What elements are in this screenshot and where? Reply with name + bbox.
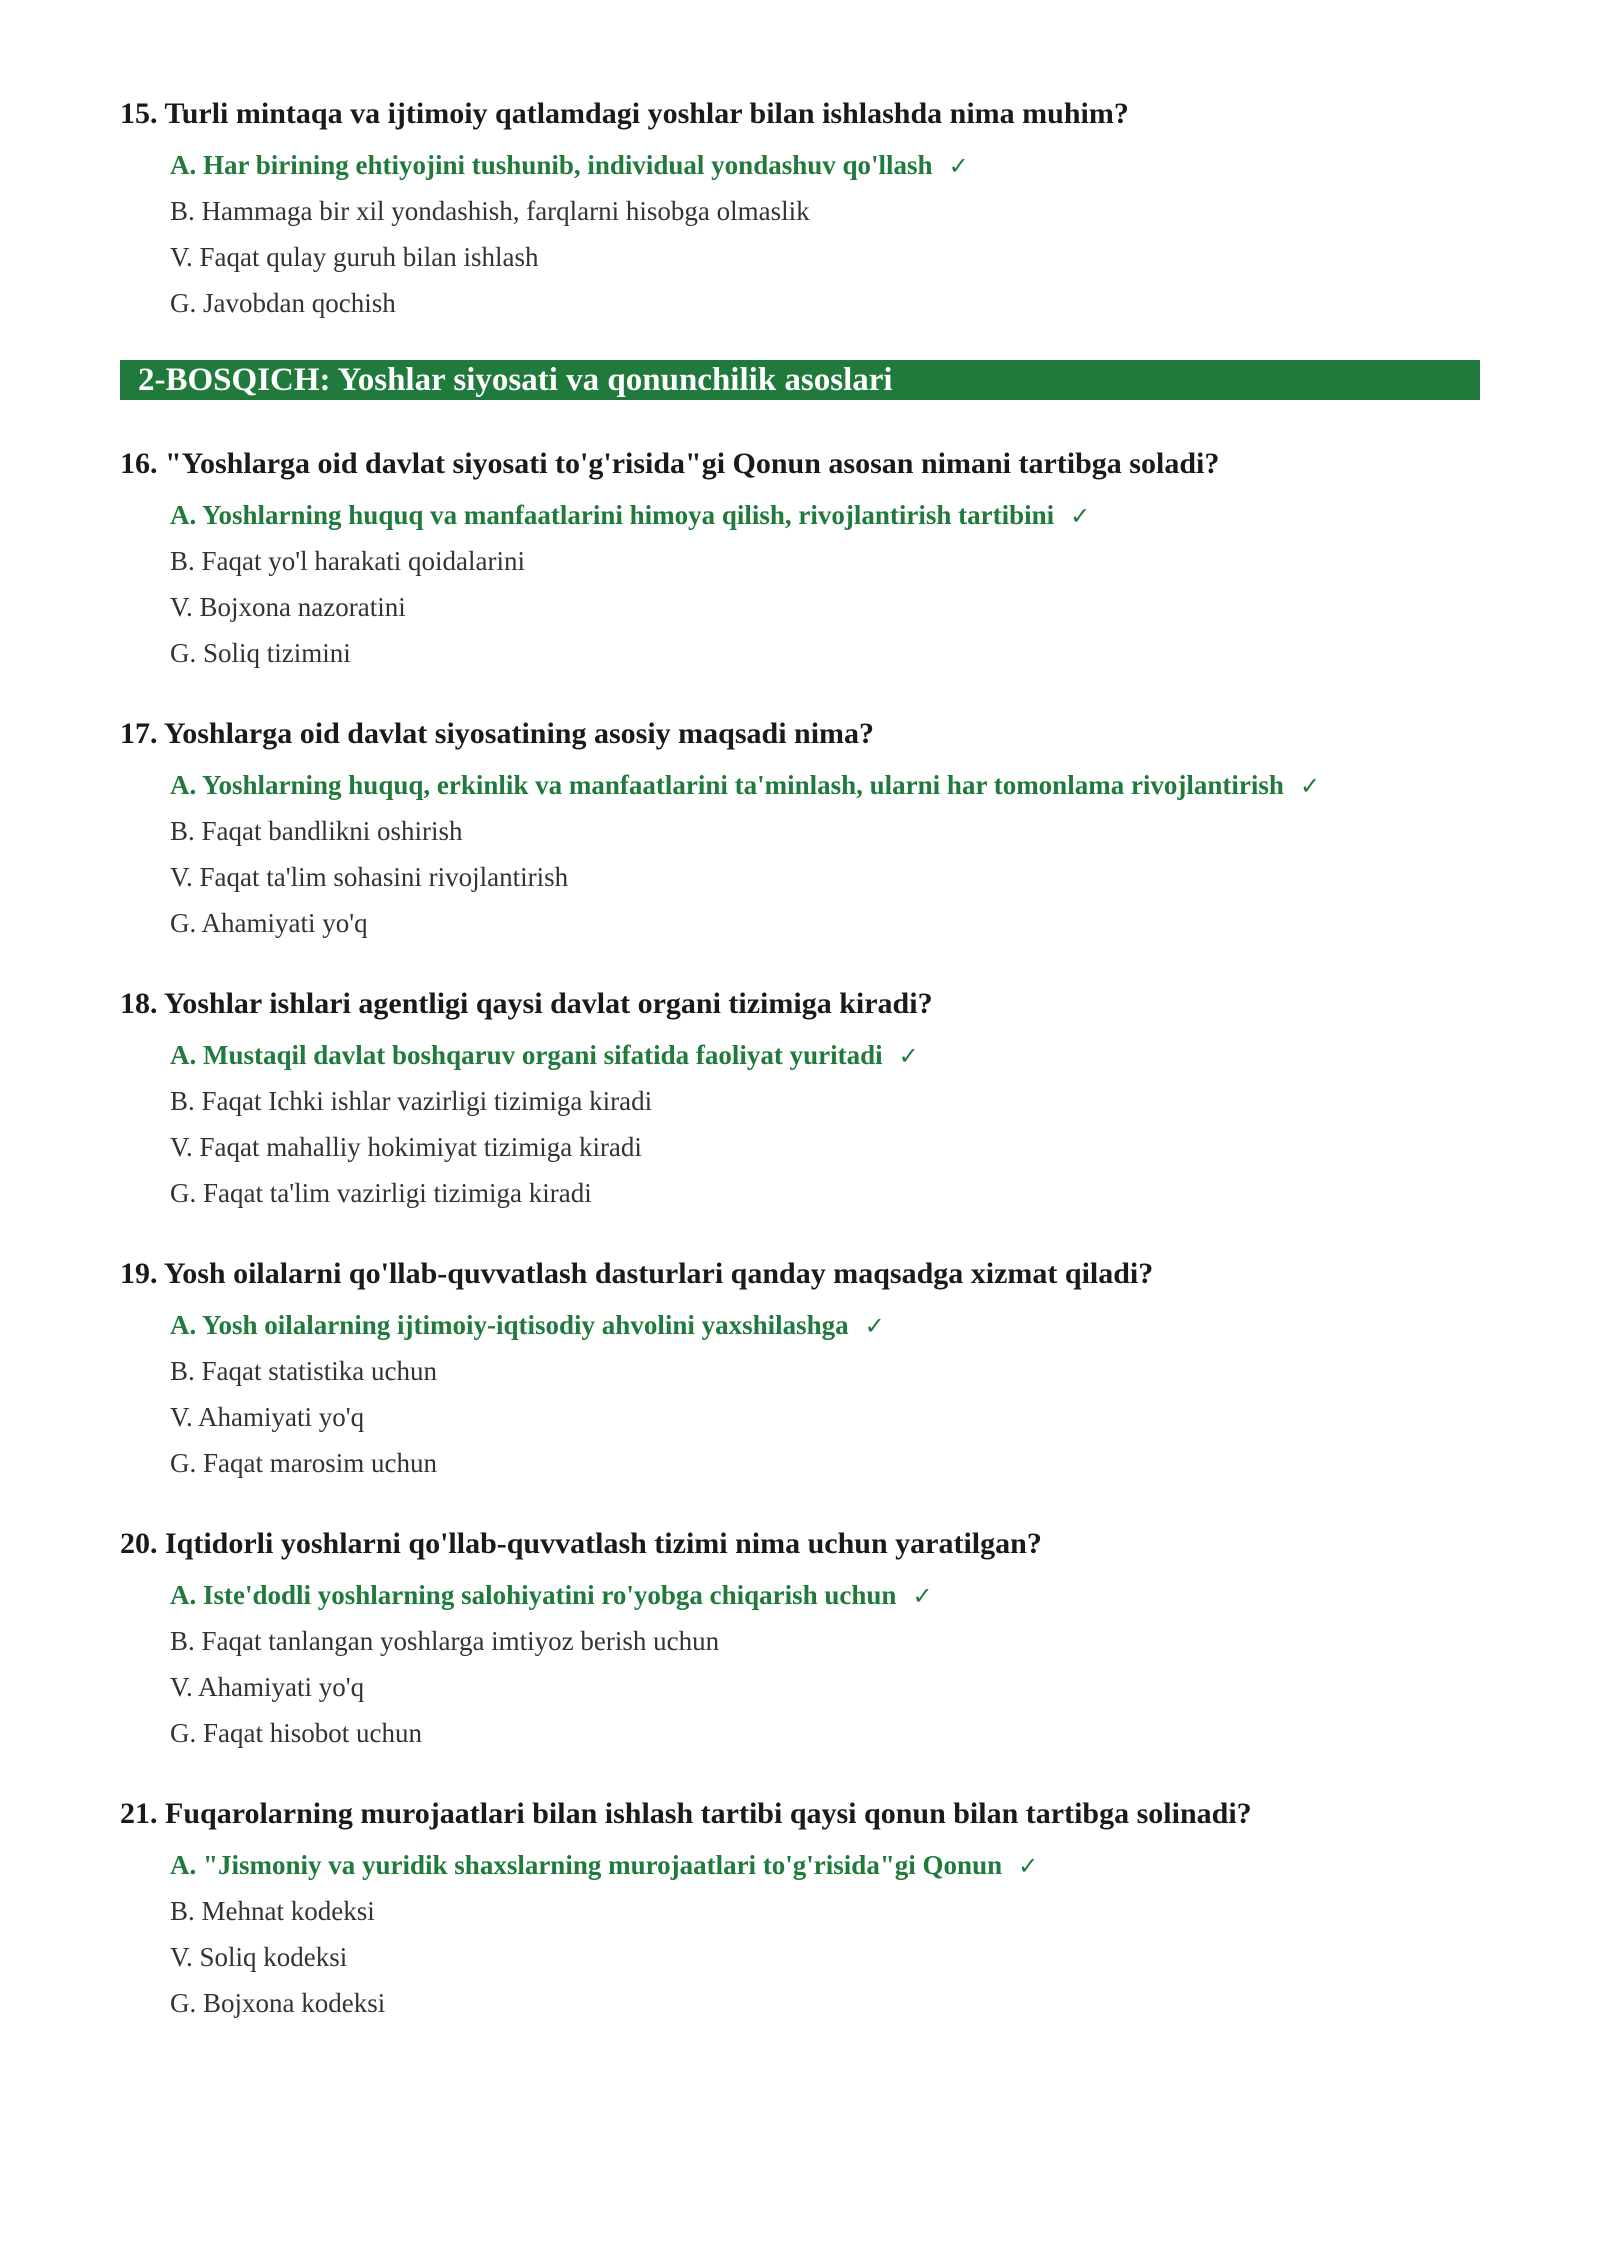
option: G. Javobdan qochish	[170, 288, 396, 318]
option-correct: A. Yoshlarning huquq va manfaatlarini himoya qilish, rivojlantirish tartibini ✓	[170, 498, 1090, 533]
option: V. Faqat qulay guruh bilan ishlash	[170, 242, 539, 272]
option-correct: A. "Jismoniy va yuridik shaxslarning murojaatlari to'g'risida"gi Qonun ✓	[170, 1848, 1038, 1883]
question-21	[120, 1796, 1480, 2018]
option: V. Faqat ta'lim sohasini rivojlantirish	[170, 862, 569, 892]
option: B. Faqat bandlikni oshirish	[170, 816, 463, 846]
option: G. Soliq tizimini	[170, 638, 351, 668]
option: B. Faqat yo'l harakati qoidalarini	[170, 546, 526, 576]
option: V. Bojxona nazoratini	[170, 592, 406, 622]
check-icon: ✓	[898, 1042, 919, 1070]
option: G. Bojxona kodeksi	[170, 1988, 386, 2018]
section-header: 2-BOSQICH: Yoshlar siyosati va qonunchilik asoslari	[120, 360, 1480, 400]
question-18	[120, 986, 1480, 1208]
question-title: 19. Yosh oilalarni qo'llab-quvvatlash dasturlari qanday maqsadga xizmat qiladi?	[120, 1257, 1154, 1290]
option: B. Faqat tanlangan yoshlarga imtiyoz berish uchun	[170, 1626, 720, 1656]
option: G. Ahamiyati yo'q	[170, 908, 368, 938]
option: B. Mehnat kodeksi	[170, 1896, 375, 1926]
option: B. Hammaga bir xil yondashish, farqlarni hisobga olmaslik	[170, 196, 810, 226]
option-correct: A. Yoshlarning huquq, erkinlik va manfaatlarini ta'minlash, ularni har tomonlama rivojlantirish ✓	[170, 768, 1320, 803]
check-icon: ✓	[1018, 1852, 1039, 1880]
check-icon: ✓	[864, 1312, 885, 1340]
option: G. Faqat marosim uchun	[170, 1448, 437, 1478]
question-title: 21. Fuqarolarning murojaatlari bilan ishlash tartibi qaysi qonun bilan tartibga solinadi?	[120, 1797, 1252, 1830]
question-title: 15. Turli mintaqa va ijtimoiy qatlamdagi yoshlar bilan ishlashda nima muhim?	[120, 97, 1129, 130]
check-icon: ✓	[912, 1582, 933, 1610]
question-title: 20. Iqtidorli yoshlarni qo'llab-quvvatlash tizimi nima uchun yaratilgan?	[120, 1527, 1042, 1560]
question-title: 16. "Yoshlarga oid davlat siyosati to'g'risida"gi Qonun asosan nimani tartibga soladi?	[120, 447, 1220, 480]
option: V. Ahamiyati yo'q	[170, 1402, 365, 1432]
check-icon: ✓	[1299, 772, 1321, 800]
option-correct: A. Mustaqil davlat boshqaruv organi sifatida faoliyat yuritadi ✓	[170, 1038, 919, 1073]
option: B. Faqat statistika uchun	[170, 1356, 437, 1386]
check-icon: ✓	[948, 152, 969, 180]
option: V. Ahamiyati yo'q	[170, 1672, 365, 1702]
option: B. Faqat Ichki ishlar vazirligi tizimiga kiradi	[170, 1086, 653, 1116]
option: V. Faqat mahalliy hokimiyat tizimiga kiradi	[170, 1132, 642, 1162]
question-17	[120, 716, 1480, 938]
option-correct: A. Iste'dodli yoshlarning salohiyatini ro'yobga chiqarish uchun ✓	[170, 1578, 933, 1613]
option: G. Faqat hisobot uchun	[170, 1718, 422, 1748]
question-20	[120, 1526, 1480, 1748]
option: G. Faqat ta'lim vazirligi tizimiga kiradi	[170, 1178, 592, 1208]
option-correct: A. Har birining ehtiyojini tushunib, individual yondashuv qo'llash ✓	[170, 148, 969, 183]
question-title: 17. Yoshlarga oid davlat siyosatining asosiy maqsadi nima?	[120, 717, 875, 750]
question-19	[120, 1256, 1480, 1478]
question-16	[120, 446, 1480, 668]
option-correct: A. Yosh oilalarning ijtimoiy-iqtisodiy ahvolini yaxshilashga ✓	[170, 1308, 885, 1343]
option: V. Soliq kodeksi	[170, 1942, 348, 1972]
question-15	[120, 96, 1480, 318]
question-title: 18. Yoshlar ishlari agentligi qaysi davlat organi tizimiga kiradi?	[120, 987, 933, 1020]
check-icon: ✓	[1070, 502, 1091, 530]
